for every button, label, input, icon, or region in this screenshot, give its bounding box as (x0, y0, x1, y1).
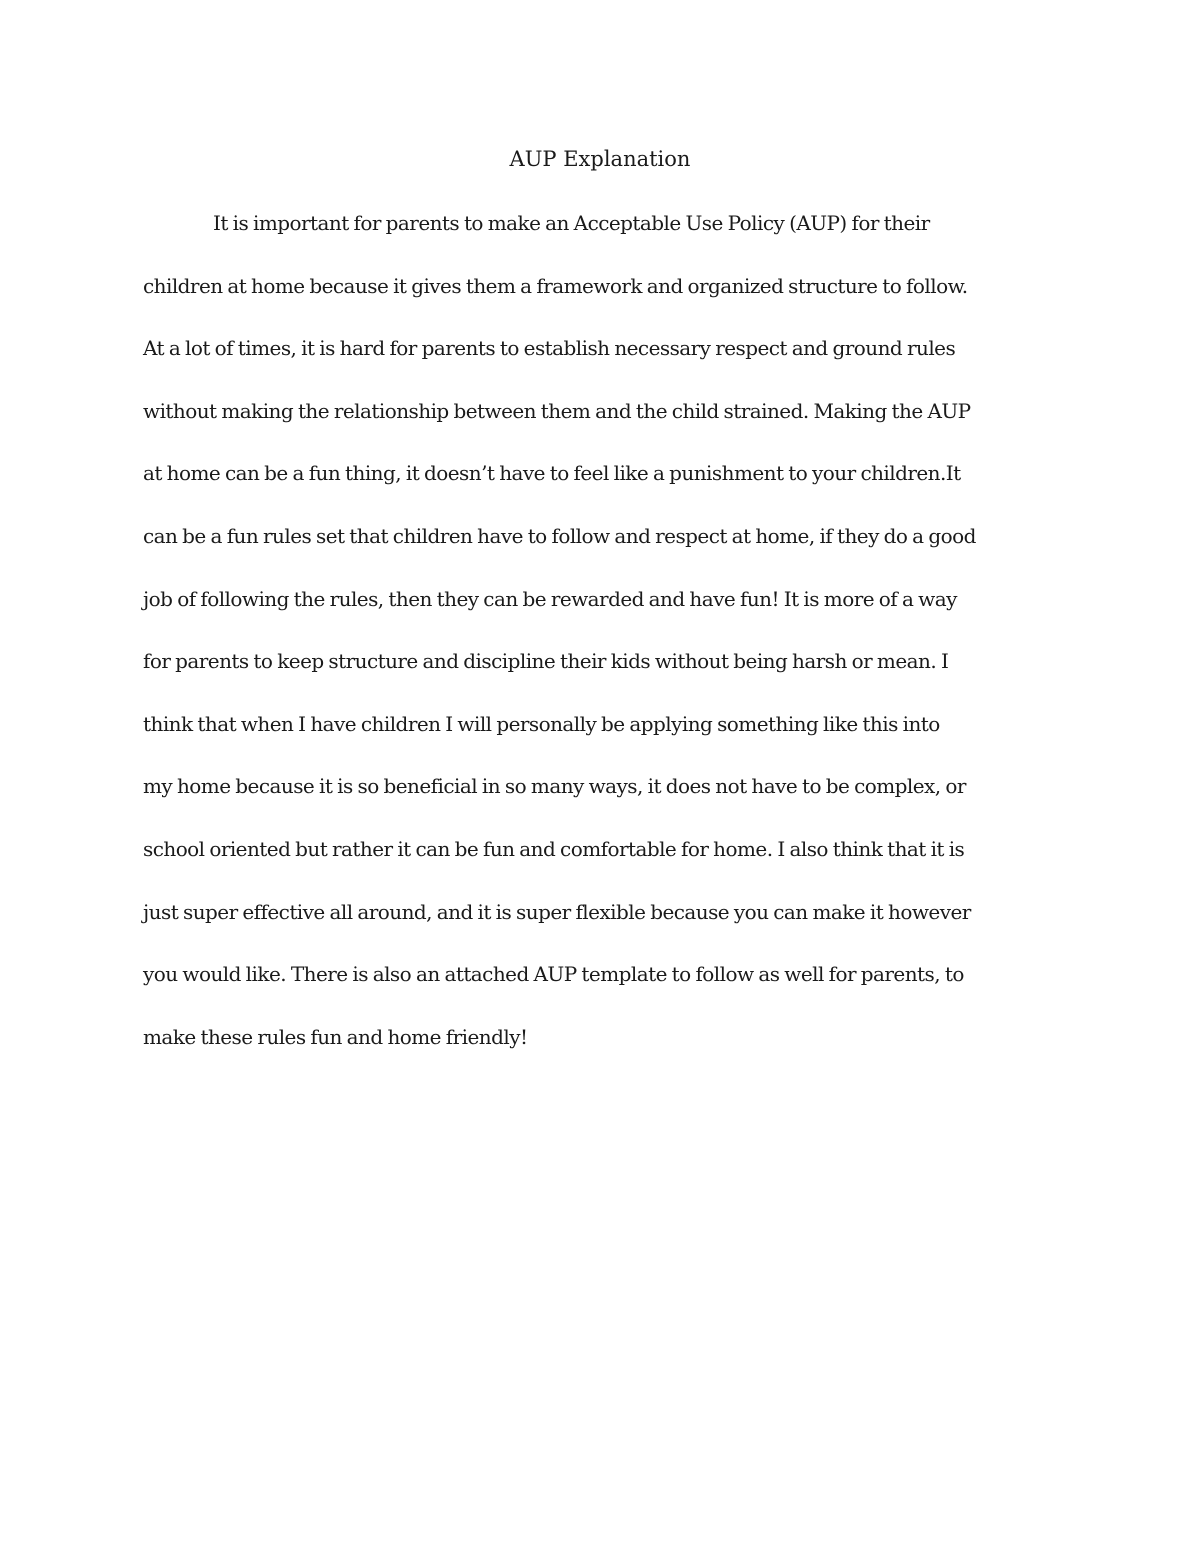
body-line: school oriented but rather it can be fun and comfortable for home. I also think that it is (143, 836, 965, 861)
document-body (143, 205, 1103, 1081)
body-line: you would like. There is also an attached AUP template to follow as well for parents, to (143, 962, 964, 987)
document-title: AUP Explanation (509, 147, 691, 171)
body-line: It is important for parents to make an Acceptable Use Policy (AUP) for their (213, 211, 930, 235)
body-line: At a lot of times, it is hard for parents to establish necessary respect and ground rules (143, 336, 956, 361)
body-line: just super effective all around, and it is super flexible because you can make it however (143, 899, 971, 924)
body-line: for parents to keep structure and discipline their kids without being harsh or mean. I (143, 649, 949, 674)
body-line: without making the relationship between them and the child strained. Making the AUP (143, 398, 971, 423)
body-line: at home can be a fun thing, it doesn’t have to feel like a punishment to your children.It (143, 461, 961, 486)
body-line: think that when I have children I will personally be applying something like this into (143, 711, 940, 736)
body-line: children at home because it gives them a framework and organized structure to follow. (143, 273, 968, 298)
body-line: can be a fun rules set that children have to follow and respect at home, if they do a good (143, 523, 976, 548)
body-line: job of following the rules, then they can be rewarded and have fun! It is more of a way (143, 586, 957, 611)
body-line: make these rules fun and home friendly! (143, 1024, 528, 1049)
body-line: my home because it is so beneficial in so many ways, it does not have to be complex, or (143, 774, 966, 799)
